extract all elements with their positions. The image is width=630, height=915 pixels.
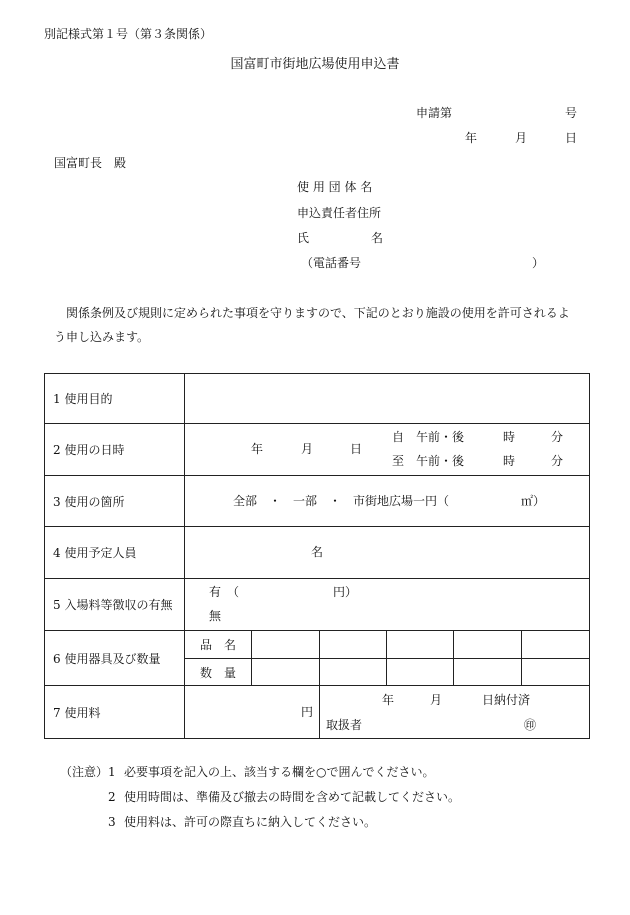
- equipment-item-1[interactable]: [252, 631, 320, 659]
- equipment-qty-4[interactable]: [454, 659, 522, 686]
- attendees-unit: 名: [311, 545, 324, 559]
- usage-fee-amount-field[interactable]: [185, 686, 320, 739]
- addressee: 国富町長 殿: [54, 156, 127, 170]
- datetime-to-minute: 分: [551, 454, 564, 468]
- datetime-from: 自 午前・後: [392, 430, 465, 444]
- phone-close-paren: ）: [532, 256, 545, 270]
- equipment-item-name-label: 品 名: [185, 631, 252, 659]
- name-label-right: 名: [371, 231, 384, 245]
- admission-fee-no: 無: [209, 609, 222, 623]
- datetime-to: 至 午前・後: [392, 454, 465, 468]
- date-month-label: 月: [515, 131, 528, 145]
- phone-label: （電話番号: [301, 256, 362, 270]
- equipment-qty-1[interactable]: [252, 659, 320, 686]
- usage-fee-label: 7 使用料: [45, 686, 185, 739]
- admission-fee-yes: 有 （: [209, 585, 240, 599]
- date-year-label: 年: [465, 131, 478, 145]
- attendees-field[interactable]: [185, 527, 590, 579]
- datetime-month: 月: [301, 442, 314, 456]
- intro-line-2: う申し込みます。: [54, 330, 150, 344]
- purpose-label: 1 使用目的: [45, 374, 185, 424]
- datetime-field[interactable]: [185, 424, 590, 476]
- payment-month: 月: [430, 693, 443, 707]
- location-area-unit: ㎡）: [521, 494, 546, 508]
- seal-icon: ㊞: [524, 718, 537, 732]
- row-location: [45, 476, 590, 527]
- note-2-number: 2: [108, 790, 116, 804]
- note-3-number: 3: [108, 815, 116, 829]
- equipment-item-3[interactable]: [387, 631, 454, 659]
- admission-fee-label: 5 入場料等徴収の有無: [45, 579, 185, 631]
- datetime-from-hour: 時: [503, 430, 516, 444]
- location-field[interactable]: [185, 476, 590, 527]
- datetime-day: 日: [350, 442, 363, 456]
- row-purpose: [45, 374, 590, 424]
- group-name-label: 使 用 団 体 名: [297, 180, 373, 194]
- notes-heading: （注意）: [60, 765, 109, 779]
- note-1-text: 必要事項を記入の上、該当する欄を○で囲んでください。: [124, 765, 435, 779]
- location-label: 3 使用の箇所: [45, 476, 185, 527]
- datetime-from-minute: 分: [551, 430, 564, 444]
- row-equipment-items: [45, 631, 590, 659]
- datetime-label: 2 使用の日時: [45, 424, 185, 476]
- row-usage-fee: [45, 686, 590, 739]
- equipment-quantity-label: 数 量: [185, 659, 252, 686]
- row-admission-fee: [45, 579, 590, 631]
- attendees-label: 4 使用予定人員: [45, 527, 185, 579]
- admission-fee-field[interactable]: [185, 579, 590, 631]
- equipment-item-2[interactable]: [320, 631, 387, 659]
- application-table: [44, 373, 590, 739]
- equipment-qty-3[interactable]: [387, 659, 454, 686]
- usage-fee-yen: 円: [300, 705, 313, 719]
- usage-fee-payment-field[interactable]: [320, 686, 590, 739]
- note-2-text: 使用時間は、準備及び撤去の時間を含めて記載してください。: [124, 790, 461, 804]
- equipment-qty-5[interactable]: [522, 659, 590, 686]
- equipment-label: 6 使用器具及び数量: [45, 631, 185, 686]
- datetime-year: 年: [251, 442, 264, 456]
- datetime-to-hour: 時: [503, 454, 516, 468]
- equipment-item-5[interactable]: [522, 631, 590, 659]
- row-datetime: [45, 424, 590, 476]
- application-number-suffix: 号: [565, 106, 578, 120]
- form-reference: 別記様式第１号（第３条関係）: [44, 27, 213, 41]
- note-3-text: 使用料は、許可の際直ちに納入してください。: [124, 815, 377, 829]
- row-attendees: [45, 527, 590, 579]
- purpose-field[interactable]: [185, 374, 590, 424]
- payment-year: 年: [382, 693, 395, 707]
- name-label-left: 氏: [297, 231, 310, 245]
- admission-fee-yen: 円）: [333, 585, 358, 599]
- payment-day-paid: 日納付済: [482, 693, 531, 707]
- date-day-label: 日: [565, 131, 578, 145]
- address-label: 申込責任者住所: [297, 206, 382, 220]
- intro-line-1: 関係条例及び規則に定められた事項を守りますので、下記のとおり施設の使用を許可されるよ: [66, 306, 570, 320]
- equipment-item-4[interactable]: [454, 631, 522, 659]
- location-options: 全部 ・ 一部 ・ 市街地広場一円（: [233, 494, 450, 508]
- application-number-prefix: 申請第: [416, 106, 453, 120]
- payment-handler-label: 取扱者: [326, 718, 363, 732]
- equipment-qty-2[interactable]: [320, 659, 387, 686]
- note-1-number: 1: [108, 765, 116, 779]
- form-title: 国富町市街地広場使用申込書: [230, 57, 400, 72]
